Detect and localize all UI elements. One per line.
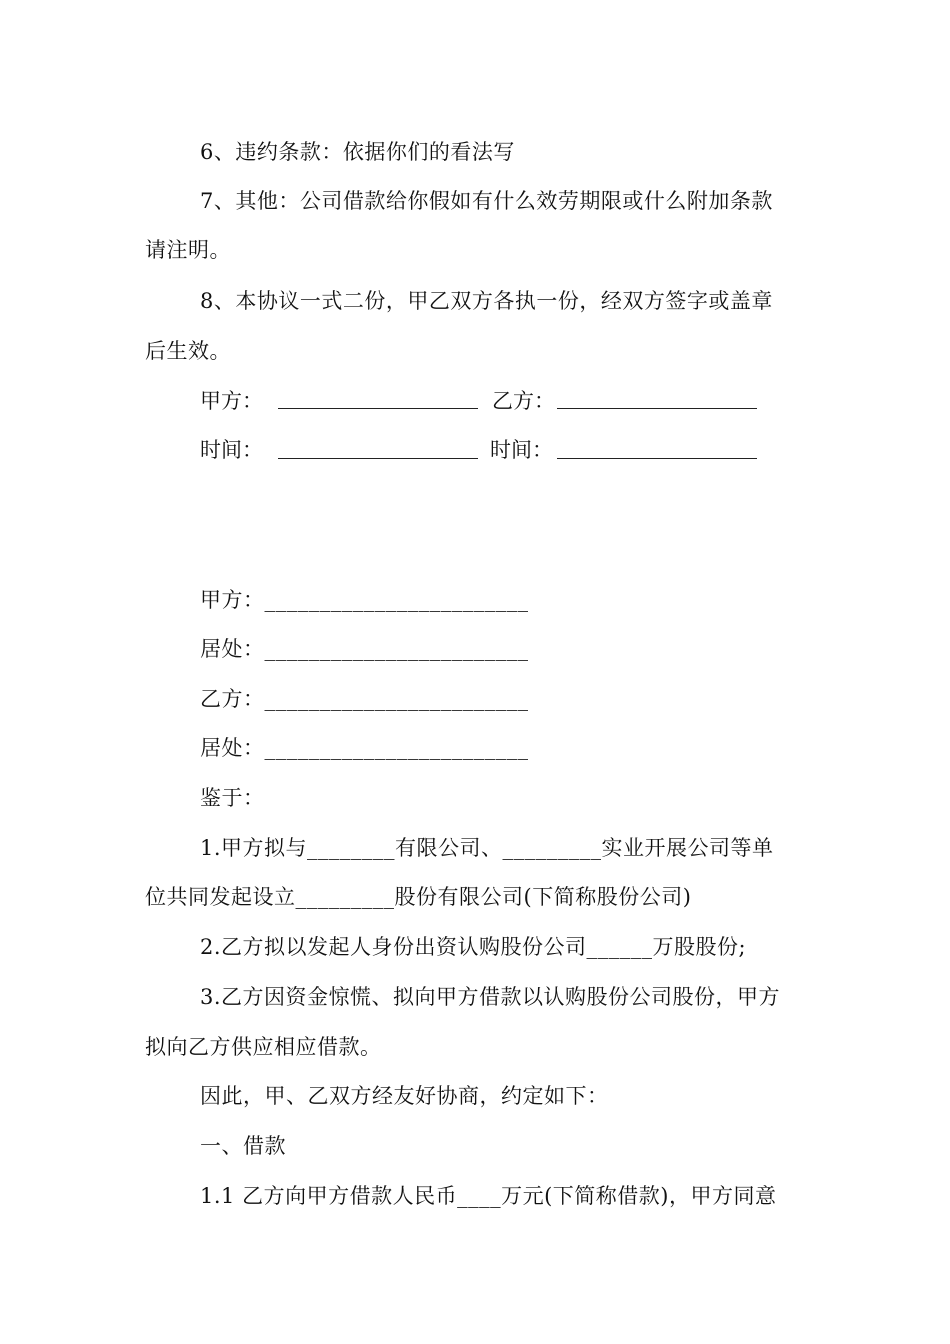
clause-7-line1: 7、其他：公司借款给你假如有什么效劳期限或什么附加条款 — [200, 189, 773, 213]
clause-7-line2: 请注明。 — [145, 238, 231, 262]
signature-time-a-line — [278, 458, 478, 459]
recital-2: 2.乙方拟以发起人身份出资认购股份公司______万股股份; — [200, 935, 747, 959]
signature-party-a-label: 甲方： — [200, 389, 263, 413]
address-b: 居处：________________________ — [200, 736, 529, 760]
recital-3-line1: 3.乙方因资金惊慌、拟向甲方借款以认购股份公司股份，甲方 — [200, 985, 781, 1009]
signature-party-a-line — [278, 408, 478, 409]
recital-3-line2: 拟向乙方供应相应借款。 — [145, 1035, 382, 1059]
section-1-1: 1.1 乙方向甲方借款人民币____万元(下简称借款)，甲方同意 — [200, 1184, 777, 1208]
signature-party-b-label: 乙方： — [492, 389, 555, 413]
clause-8-line2: 后生效。 — [145, 339, 231, 363]
clause-8-line1: 8、本协议一式二份，甲乙双方各执一份，经双方签字或盖章 — [200, 289, 773, 313]
party-b: 乙方：________________________ — [200, 687, 529, 711]
recital-1-line2: 位共同发起设立_________股份有限公司(下简称股份公司) — [145, 885, 692, 909]
section-1-title: 一、借款 — [200, 1134, 286, 1158]
signature-time-a-label: 时间： — [200, 438, 263, 462]
party-a: 甲方：________________________ — [200, 588, 529, 612]
agreement-intro: 因此，甲、乙双方经友好协商，约定如下： — [200, 1084, 609, 1108]
recitals-heading: 鉴于： — [200, 786, 265, 810]
clause-6: 6、违约条款：依据你们的看法写 — [200, 140, 515, 164]
recital-1-line1: 1.甲方拟与________有限公司、_________实业开展公司等单 — [200, 836, 774, 860]
signature-time-b-line — [557, 458, 757, 459]
address-a: 居处：________________________ — [200, 637, 529, 661]
signature-time-b-label: 时间： — [490, 438, 553, 462]
signature-party-b-line — [557, 408, 757, 409]
